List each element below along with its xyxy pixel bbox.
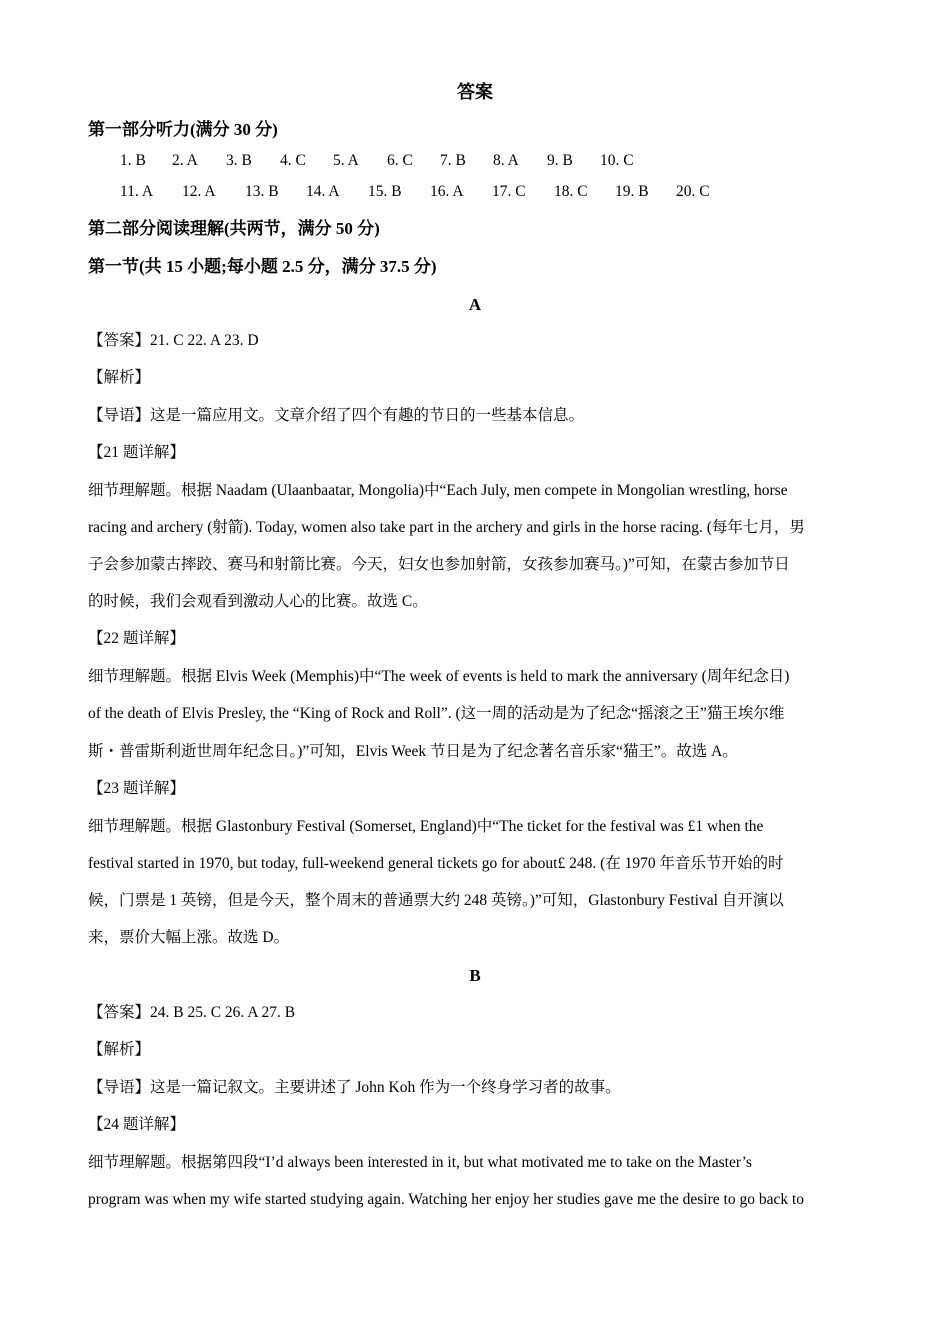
part2-heading: 第二部分阅读理解(共两节，满分 50 分) [88, 219, 380, 238]
q21-text-line: 子会参加蒙古摔跤、赛马和射箭比赛。今天，妇女也参加射箭，女孩参加赛马。)”可知，在蒙古参加节日 [88, 556, 790, 573]
passage-b-guide: 【导语】这是一篇记叙文。主要讲述了 John Koh 作为一个终身学习者的故事。 [88, 1079, 621, 1096]
q24-heading: 【24 题详解】 [88, 1116, 185, 1133]
answer-item: 10. C [600, 152, 634, 169]
q21-text-line: 细节理解题。根据 Naadam (Ulaanbaatar, Mongolia)中“Each July, men compete in Mongolian wrestling, horse [88, 482, 788, 499]
answer-item: 17. C [492, 183, 526, 200]
passage-a-analysis-label: 【解析】 [88, 369, 151, 386]
answer-item: 5. A [333, 152, 359, 169]
answer-item: 9. B [547, 152, 573, 169]
passage-a-guide: 【导语】这是一篇应用文。文章介绍了四个有趣的节日的一些基本信息。 [88, 407, 585, 424]
q21-text-line: racing and archery (射箭). Today, women also take part in the archery and girls in the horse racing. (每年七月，男 [88, 519, 805, 536]
q23-text-line: 候，门票是 1 英镑，但是今天，整个周末的普通票大约 248 英镑。)”可知，Glastonbury Festival 自开演以 [88, 892, 784, 909]
q23-text-line: festival started in 1970, but today, full-weekend general tickets go for about£ 248. (在 1970 年音乐节开始的时 [88, 855, 784, 872]
answer-item: 15. B [368, 183, 402, 200]
passage-b-analysis-label: 【解析】 [88, 1041, 151, 1058]
answer-item: 7. B [440, 152, 466, 169]
q23-text-line: 来，票价大幅上涨。故选 D。 [88, 929, 290, 946]
passage-b-label: B [469, 966, 481, 985]
answer-item: 12. A [182, 183, 216, 200]
answer-item: 11. A [120, 183, 154, 200]
answer-item: 20. C [676, 183, 710, 200]
passage-b-answer: 【答案】24. B 25. C 26. A 27. B [88, 1004, 296, 1021]
answer-item: 2. A [172, 152, 198, 169]
q22-heading: 【22 题详解】 [88, 630, 185, 647]
part1-heading: 第一部分听力(满分 30 分) [88, 120, 278, 139]
q23-text-line: 细节理解题。根据 Glastonbury Festival (Somerset, England)中“The ticket for the festival was £1 when the [88, 818, 764, 835]
answer-item: 8. A [493, 152, 519, 169]
passage-a-answer: 【答案】21. C 22. A 23. D [88, 332, 259, 349]
section1-heading: 第一节(共 15 小题;每小题 2.5 分，满分 37.5 分) [88, 257, 437, 276]
answer-item: 14. A [306, 183, 340, 200]
q21-heading: 【21 题详解】 [88, 444, 185, 461]
answer-item: 16. A [430, 183, 464, 200]
answer-item: 19. B [615, 183, 649, 200]
answer-item: 6. C [387, 152, 413, 169]
answer-item: 3. B [226, 152, 252, 169]
q22-text-line: of the death of Elvis Presley, the “King of Rock and Roll”. (这一周的活动是为了纪念“摇滚之王”猫王埃尔维 [88, 705, 785, 722]
page-title: 答案 [457, 82, 493, 102]
answer-item: 18. C [554, 183, 588, 200]
answer-item: 13. B [245, 183, 279, 200]
q22-text-line: 斯・普雷斯利逝世周年纪念日。)”可知，Elvis Week 节日是为了纪念著名音乐家“猫王”。故选 A。 [88, 743, 738, 760]
passage-a-label: A [468, 295, 482, 314]
q24-text-line: program was when my wife started studying again. Watching her enjoy her studies gave me the desire to go back to [88, 1191, 805, 1208]
answer-item: 4. C [280, 152, 306, 169]
answer-item: 1. B [120, 152, 146, 169]
q22-text-line: 细节理解题。根据 Elvis Week (Memphis)中“The week of events is held to mark the anniversary (周年纪念日) [88, 668, 790, 685]
q21-text-line: 的时候，我们会观看到激动人心的比赛。故选 C。 [88, 593, 428, 610]
q23-heading: 【23 题详解】 [88, 780, 185, 797]
q24-text-line: 细节理解题。根据第四段“I’d always been interested in it, but what motivated me to take on the Master’s [88, 1154, 752, 1171]
